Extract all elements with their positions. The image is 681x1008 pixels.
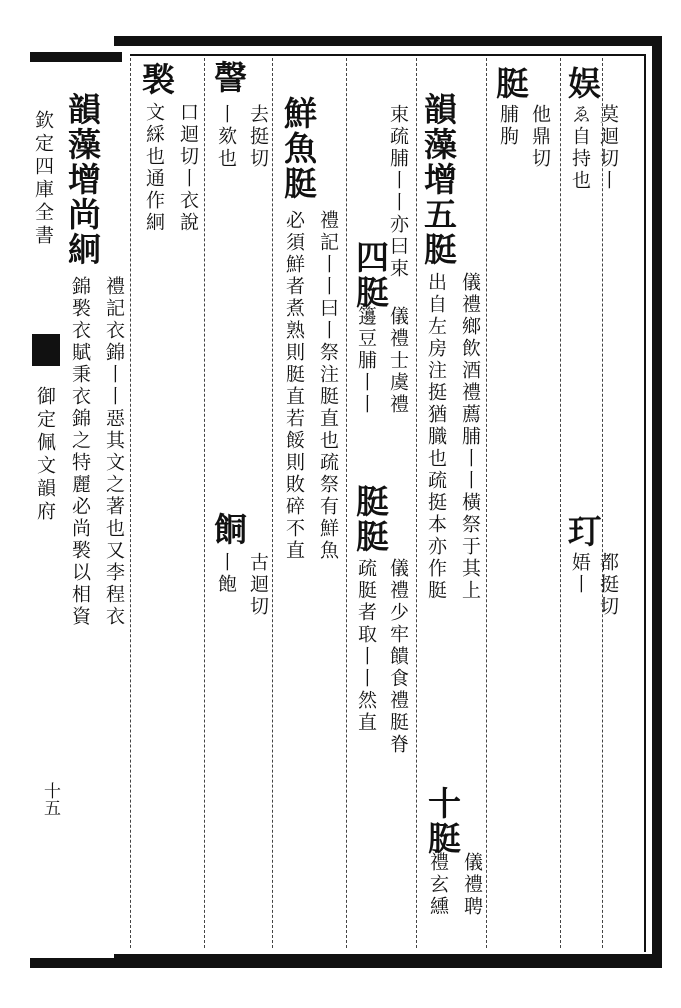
column-divider <box>204 58 205 948</box>
entry-gloss-5a: 束疏脯丨丨亦曰束 <box>387 104 409 280</box>
entry-head-11: 褧 <box>137 62 176 97</box>
entry-gloss-dong-b: 丨飽 <box>215 552 237 596</box>
entry-gloss-3b: 出自左房注挺猶膱也疏挺本亦作脡 <box>425 272 447 602</box>
entry-head-3: 韻藻增五脡 <box>419 92 458 267</box>
margin-title-bottom: 御定佩文韻府 <box>34 386 56 524</box>
entry-gloss-2a: 他鼎切 <box>529 104 551 170</box>
margin-tab-block <box>32 334 60 366</box>
entry-gloss-1a: 莫迴切丨 <box>597 104 619 192</box>
entry-gloss-3a: 儀禮鄉飲酒禮薦脯丨丨橫祭于其上 <box>459 272 481 602</box>
entry-gloss-7b: 疏脡者取丨丨然直 <box>355 558 377 734</box>
bottom-border <box>30 958 662 968</box>
column-divider <box>272 58 273 948</box>
entry-head-6: 四脡 <box>351 240 390 310</box>
entry-head-ding: 玎 <box>563 514 602 549</box>
entry-gloss-9a: 去挺切 <box>247 104 269 170</box>
entry-gloss-7a: 儀禮少牢饋食禮脡脊 <box>387 558 409 756</box>
entry-gloss-12b: 錦褧衣賦秉衣錦之特麗必尚褧以相資 <box>69 276 91 628</box>
entry-gloss-ding-a: 都挺切 <box>597 552 619 618</box>
entry-head-9: 謦 <box>209 60 248 95</box>
entry-gloss-4a: 儀禮聘 <box>461 852 483 918</box>
entry-gloss-ding-b: 娪丨 <box>569 552 591 596</box>
entry-gloss-9b: 丨欬也 <box>215 104 237 170</box>
entry-gloss-11a: 文綵也通作絅 <box>143 102 165 234</box>
entry-gloss-6a: 儀禮士虞禮 <box>387 306 409 416</box>
entry-gloss-8b: 必須鮮者煮熟則脡直若餒則敗碎不直 <box>283 210 305 562</box>
entry-gloss-2b: 脯朐 <box>497 104 519 148</box>
entry-head-1: 娱 <box>563 66 602 101</box>
entry-gloss-10a: 口迴切丨衣說 <box>177 102 199 234</box>
entry-gloss-1b: ゑ自持也 <box>569 104 591 192</box>
entry-head-7: 脡脡 <box>351 484 390 554</box>
entry-head-12: 韻藻增尚絅 <box>63 92 102 267</box>
page-number: 十五 <box>40 782 60 816</box>
column-divider <box>486 58 487 948</box>
entry-gloss-4b: 禮玄纁 <box>427 852 449 918</box>
entry-head-dong: 餇 <box>209 512 248 547</box>
column-divider <box>560 58 561 948</box>
entry-gloss-8a: 禮記丨丨曰丨祭注脡直也疏祭有鮮魚 <box>317 210 339 562</box>
entry-gloss-6b: 籩豆脯丨丨 <box>355 306 377 416</box>
top-border-step <box>30 52 122 62</box>
entry-gloss-12a: 禮記衣錦丨丨惡其文之著也又李程衣 <box>103 276 125 628</box>
entry-head-4: 十脡 <box>423 786 462 856</box>
column-divider <box>416 58 417 948</box>
margin-title-top: 欽定四庫全書 <box>32 110 54 248</box>
entry-head-8: 鮮魚脡 <box>279 96 318 201</box>
entry-gloss-dong-a: 古迴切 <box>247 552 269 618</box>
column-divider <box>346 58 347 948</box>
entry-head-2: 脡 <box>491 66 530 101</box>
column-divider <box>130 58 131 948</box>
